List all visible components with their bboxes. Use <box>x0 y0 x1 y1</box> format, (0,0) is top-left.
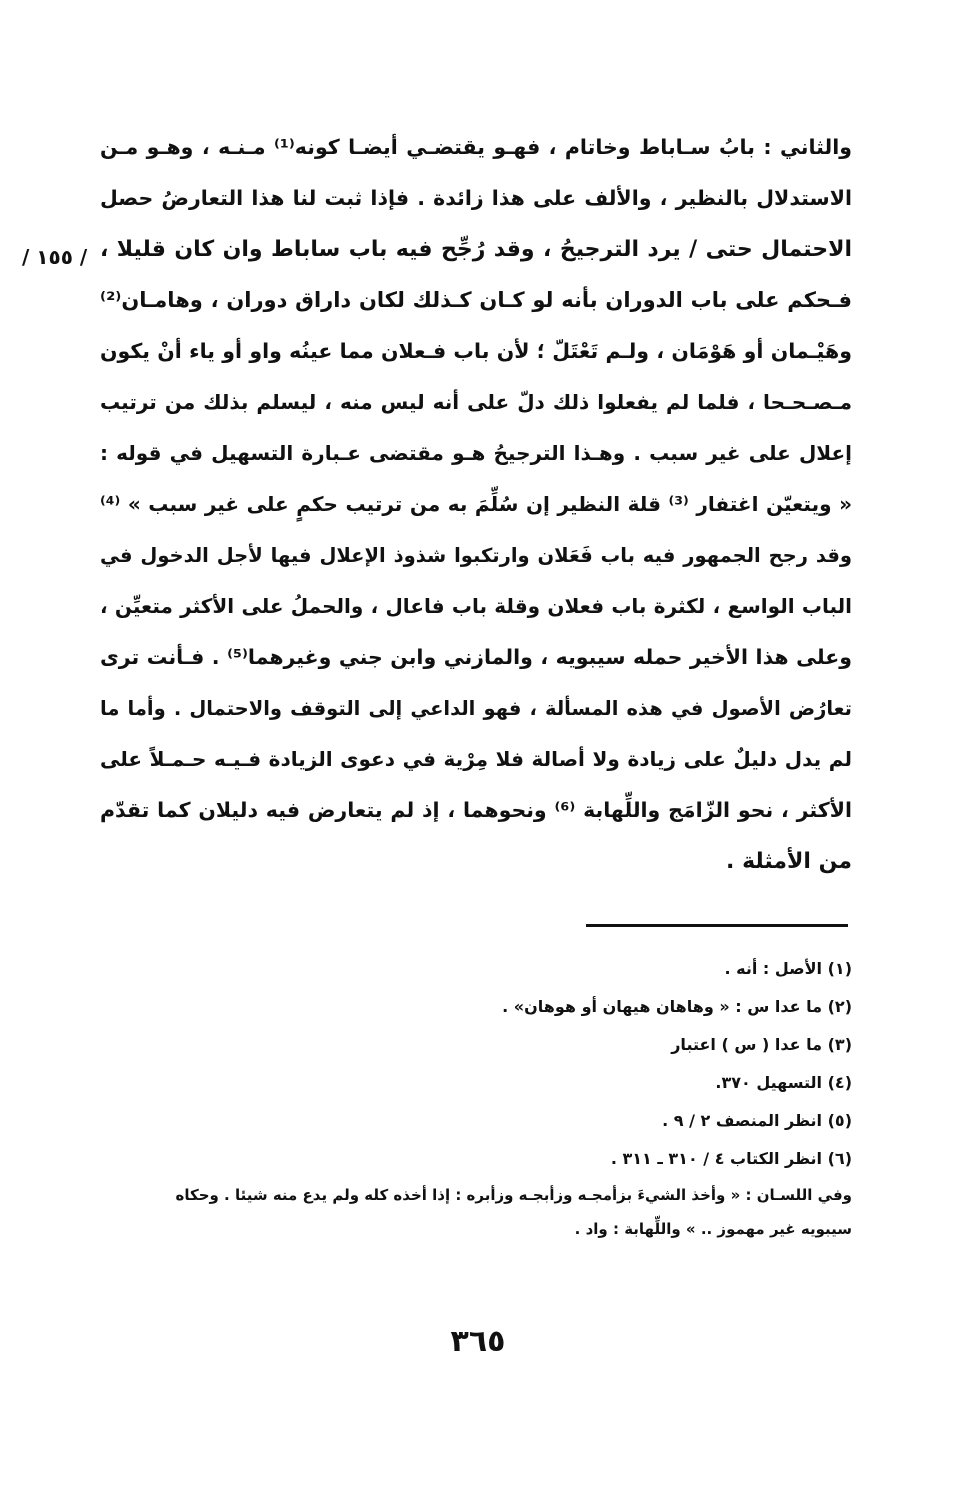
footnote: (٢) ما عدا س : « وهاهان هيهان أو هوهان» . <box>502 997 852 1016</box>
text-line: لم يدل دليلٌ على زيادة ولا أصالة فلا مِرْية في دعوى الزيادة فـيـه حـمـلاً على <box>100 747 852 771</box>
main-text <box>100 122 852 887</box>
text-line: مـصـحـحا ، فلما لم يفعلوا ذلك دلّ على أنه ليس منه ، ليسلم بذلك من ترتيب <box>100 390 852 414</box>
text-line: « ويتعيّن اغتفار ⁽³⁾ قلة النظير إن سُلِّمَ به من ترتيب حكمٍ على غير سبب » ⁽⁴⁾ <box>100 492 852 516</box>
footnote: (١) الأصل : أنه . <box>724 959 852 978</box>
text-line: الاستدلال بالنظير ، والألف على هذا زائدة . فإذا ثبت لنا هذا التعارضُ حصل <box>100 186 852 210</box>
footnote-continuation: سيبويه غير مهموز .. » واللِّهابة : واد . <box>574 1220 852 1238</box>
footnote: (٦) انظر الكتاب ٤ / ٣١٠ ـ ٣١١ . <box>610 1149 852 1168</box>
page-number: ٣٦٥ <box>450 1324 506 1359</box>
text-line: وقد رجح الجمهور فيه باب فَعَلان وارتكبوا شذوذ الإعلال فيها لأجل الدخول في <box>100 544 852 567</box>
text-line: الأكثر ، نحو الزّامَج واللِّهابة ⁽⁶⁾ ونحوهما ، إذ لم يتعارض فيه دليلان كما تقدّم <box>100 798 852 822</box>
text-line: من الأمثلة . <box>726 849 852 874</box>
margin-folio-note: / ١٥٥ / <box>22 245 88 269</box>
text-line: تعارُض الأصول في هذه المسألة ، فهو الداعي إلى التوقف والاحتمال . وأما ما <box>100 697 852 720</box>
text-line: وعلى هذا الأخير حمله سيبويه ، والمازني وابن جني وغيرهما⁽⁵⁾ . فـأنت ترى <box>100 645 852 669</box>
text-line: الباب الواسع ، لكثرة باب فعلان وقلة باب فاعال ، والحملُ على الأكثر متعيِّن ، <box>100 594 852 618</box>
text-line: والثاني : بابُ سـاباط وخاتام ، فهـو يقتضـي أيضـا كونه⁽¹⁾ مـنـه ، وهـو مـن <box>100 135 852 159</box>
footnote-separator <box>586 924 848 927</box>
text-line: الاحتمال حتى / يرد الترجيحُ ، وقد رُجِّح فيه باب ساباط وان كان قليلا ، <box>100 237 852 262</box>
text-line: فـحكم على باب الدوران بأنه لو كـان كـذلك لكان داراق دوران ، وهامـان⁽²⁾ <box>100 288 852 312</box>
text-line: وهَيْـمان أو هَوْمَان ، ولـم تَعْتَلّ ؛ لأن باب فـعلان مما عينُه واو أو ياء أنْ يكون <box>100 339 852 363</box>
footnote: (٥) انظر المنصف ٢ / ٩ . <box>662 1111 852 1130</box>
footnotes <box>100 950 852 1246</box>
footnote: (٤) التسهيل ٣٧٠. <box>715 1073 852 1092</box>
footnote: (٣) ما عدا ( س ) اعتبار <box>671 1035 852 1054</box>
footnote-continuation: وفي اللسـان : « وأخذ الشيءَ بزأمجـه وزأبجـه وزأبره : إذا أخذه كله ولم يدع منه شيئا . وحكاه <box>175 1186 852 1204</box>
text-line: إعلال على غير سبب . وهـذا الترجيحُ هـو مقتضى عـبارة التسهيل في قوله : <box>100 441 852 465</box>
